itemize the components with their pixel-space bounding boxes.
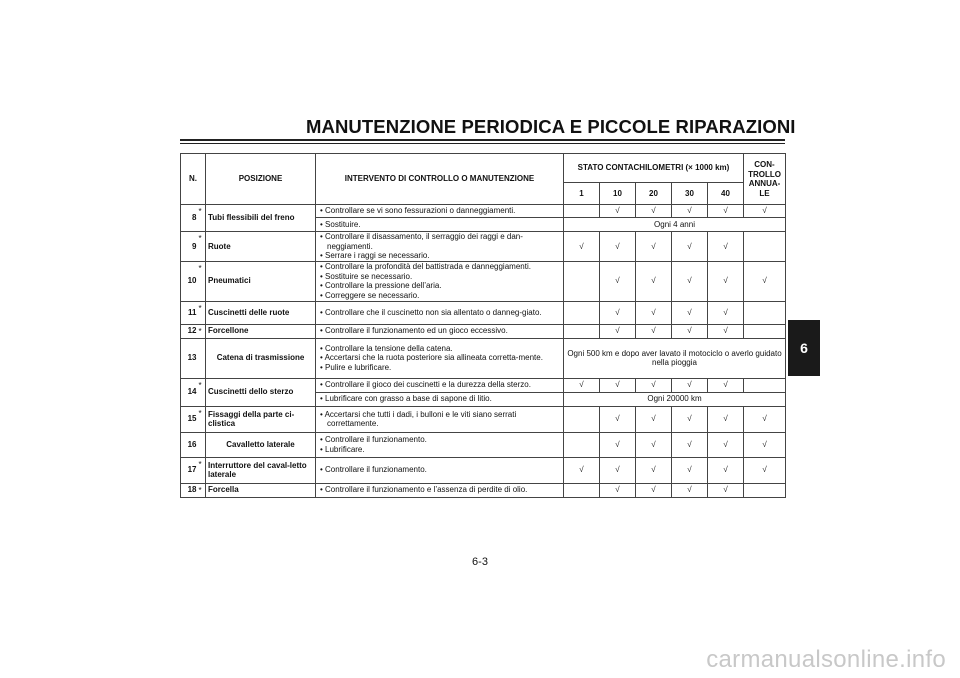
empty-cell	[564, 483, 600, 497]
check-mark: √	[600, 232, 636, 262]
empty-cell	[564, 205, 600, 218]
check-mark: √	[708, 406, 744, 432]
table-row	[181, 406, 786, 432]
check-mark: √	[744, 432, 786, 457]
header-km: 40	[708, 183, 744, 205]
row-number: 15	[181, 406, 198, 432]
row-intervento	[316, 232, 564, 262]
intervento-item: • Serrare i raggi se necessario.	[320, 251, 561, 261]
header-intervento: INTERVENTO DI CONTROLLO O MANUTENZIONE	[316, 154, 564, 205]
intervento-item: • Controllare il gioco dei cuscinetti e la durezza della sterzo.	[320, 380, 561, 390]
table-row	[181, 483, 786, 497]
row-asterisk: *	[198, 232, 206, 262]
check-mark: √	[744, 457, 786, 483]
check-mark: √	[564, 457, 600, 483]
check-mark: √	[600, 324, 636, 338]
empty-cell	[564, 406, 600, 432]
intervento-item: • Controllare che il cuscinetto non sia allentato o danneg-giato.	[320, 308, 561, 318]
check-mark: √	[600, 406, 636, 432]
check-mark: √	[672, 205, 708, 218]
row-intervento	[316, 457, 564, 483]
empty-cell	[564, 432, 600, 457]
check-mark: √	[708, 457, 744, 483]
row-posizione: Pneumatici	[206, 261, 316, 301]
intervento-item: • Controllare la tensione della catena.	[320, 344, 561, 354]
title-underline	[180, 139, 785, 141]
row-asterisk: *	[198, 324, 206, 338]
intervento-item: • Controllare se vi sono fessurazioni o danneggiamenti.	[320, 206, 561, 216]
check-mark: √	[600, 432, 636, 457]
row-intervento	[316, 301, 564, 324]
header-km: 20	[636, 183, 672, 205]
check-mark: √	[708, 261, 744, 301]
check-mark: √	[636, 406, 672, 432]
intervento-item: • Sostituire.	[320, 220, 561, 230]
check-mark: √	[600, 205, 636, 218]
intervento-item: • Sostituire se necessario.	[320, 272, 561, 282]
header-posizione: POSIZIONE	[206, 154, 316, 205]
row-number: 8	[181, 205, 198, 232]
header-km: 1	[564, 183, 600, 205]
header-km: 10	[600, 183, 636, 205]
title-underline-thin	[180, 143, 785, 144]
row-posizione: Cuscinetti dello sterzo	[206, 378, 316, 406]
row-number: 10	[181, 261, 198, 301]
row-asterisk: *	[198, 378, 206, 406]
row-asterisk	[198, 338, 206, 378]
intervento-item: • Correggere se necessario.	[320, 291, 561, 301]
check-mark: √	[708, 301, 744, 324]
intervento-item: • Accertarsi che la ruota posteriore sia allineata corretta-mente.	[320, 353, 561, 363]
check-mark: √	[744, 261, 786, 301]
intervento-item: • Controllare il disassamento, il serraggio dei raggi e dan-neggiamenti.	[320, 232, 561, 251]
check-mark: √	[600, 483, 636, 497]
empty-cell	[564, 301, 600, 324]
row-asterisk: *	[198, 205, 206, 232]
header-stato-contachilometri: STATO CONTACHILOMETRI (× 1000 km)	[564, 154, 744, 183]
check-mark: √	[672, 261, 708, 301]
maintenance-table	[180, 153, 786, 498]
empty-cell	[564, 261, 600, 301]
row-posizione: Cuscinetti delle ruote	[206, 301, 316, 324]
row-posizione: Ruote	[206, 232, 316, 262]
row-asterisk: *	[198, 406, 206, 432]
check-mark: √	[672, 406, 708, 432]
intervento-item: • Accertarsi che tutti i dadi, i bulloni e le viti siano serrati correttamente.	[320, 410, 561, 429]
table-row	[181, 205, 786, 218]
check-mark: √	[636, 261, 672, 301]
empty-cell	[744, 483, 786, 497]
check-mark: √	[672, 457, 708, 483]
chapter-tab: 6	[788, 320, 820, 376]
check-mark: √	[672, 301, 708, 324]
intervento-item: • Controllare il funzionamento e l’assenza di perdite di olio.	[320, 485, 561, 495]
header-km: 30	[672, 183, 708, 205]
empty-cell	[744, 324, 786, 338]
page-number: 6-3	[472, 556, 488, 568]
row-intervento	[316, 483, 564, 497]
check-mark: √	[636, 432, 672, 457]
check-mark: √	[600, 301, 636, 324]
row-number: 11	[181, 301, 198, 324]
check-mark: √	[636, 483, 672, 497]
check-mark: √	[564, 378, 600, 392]
check-mark: √	[708, 378, 744, 392]
row-posizione: Catena di trasmissione	[206, 338, 316, 378]
row-intervento	[316, 406, 564, 432]
check-mark: √	[564, 232, 600, 262]
watermark: carmanualsonline.info	[706, 646, 946, 673]
empty-cell	[744, 378, 786, 392]
check-mark: √	[636, 301, 672, 324]
intervento-item: • Controllare la profondità del battistrada e danneggiamenti.	[320, 262, 561, 272]
check-mark: √	[708, 483, 744, 497]
empty-cell	[564, 324, 600, 338]
table-row	[181, 338, 786, 378]
row-intervento	[316, 324, 564, 338]
row-intervento	[316, 378, 564, 392]
row-number: 17	[181, 457, 198, 483]
check-mark: √	[636, 324, 672, 338]
row-asterisk: *	[198, 301, 206, 324]
check-mark: √	[708, 324, 744, 338]
check-mark: √	[636, 205, 672, 218]
intervento-item: • Pulire e lubrificare.	[320, 363, 561, 373]
row-number: 12	[181, 324, 198, 338]
row-number: 14	[181, 378, 198, 406]
table-row	[181, 232, 786, 262]
check-mark: √	[672, 232, 708, 262]
row-asterisk: *	[198, 261, 206, 301]
table-row	[181, 301, 786, 324]
row-asterisk: *	[198, 483, 206, 497]
check-mark: √	[600, 457, 636, 483]
row-posizione: Forcellone	[206, 324, 316, 338]
row-posizione: Forcella	[206, 483, 316, 497]
check-mark: √	[744, 205, 786, 218]
row-posizione: Interruttore del caval-letto laterale	[206, 457, 316, 483]
check-mark: √	[600, 261, 636, 301]
row-asterisk	[198, 432, 206, 457]
row-posizione: Tubi flessibili del freno	[206, 205, 316, 232]
interval-note: Ogni 500 km e dopo aver lavato il motociclo o averlo guidato nella pioggia	[564, 338, 786, 378]
table-row	[181, 378, 786, 392]
check-mark: √	[744, 406, 786, 432]
row-intervento	[316, 338, 564, 378]
check-mark: √	[636, 457, 672, 483]
row-posizione: Cavalletto laterale	[206, 432, 316, 457]
intervento-item: • Controllare la pressione dell’aria.	[320, 281, 561, 291]
row-intervento	[316, 392, 564, 406]
check-mark: √	[636, 232, 672, 262]
table-row	[181, 324, 786, 338]
table-row	[181, 457, 786, 483]
check-mark: √	[672, 378, 708, 392]
check-mark: √	[672, 483, 708, 497]
header-controllo-annuale: CON-TROLLO ANNUA-LE	[744, 154, 786, 205]
check-mark: √	[708, 205, 744, 218]
row-posizione: Fissaggi della parte ci-clistica	[206, 406, 316, 432]
table-body	[181, 205, 786, 498]
row-intervento	[316, 261, 564, 301]
intervento-item: • Controllare il funzionamento.	[320, 465, 561, 475]
interval-note: Ogni 4 anni	[564, 218, 786, 232]
header-n: N.	[181, 154, 206, 205]
intervento-item: • Lubrificare.	[320, 445, 561, 455]
row-number: 9	[181, 232, 198, 262]
check-mark: √	[708, 432, 744, 457]
check-mark: √	[708, 232, 744, 262]
row-number: 16	[181, 432, 198, 457]
check-mark: √	[636, 378, 672, 392]
check-mark: √	[600, 378, 636, 392]
row-number: 13	[181, 338, 198, 378]
row-intervento	[316, 218, 564, 232]
table-row	[181, 432, 786, 457]
check-mark: √	[672, 324, 708, 338]
page-title: MANUTENZIONE PERIODICA E PICCOLE RIPARAZIONI	[306, 116, 796, 137]
intervento-item: • Controllare il funzionamento ed un gioco eccessivo.	[320, 326, 561, 336]
row-intervento	[316, 432, 564, 457]
empty-cell	[744, 301, 786, 324]
row-intervento	[316, 205, 564, 218]
intervento-item: • Controllare il funzionamento.	[320, 435, 561, 445]
empty-cell	[744, 232, 786, 262]
row-asterisk: *	[198, 457, 206, 483]
check-mark: √	[672, 432, 708, 457]
table-row	[181, 261, 786, 301]
row-number: 18	[181, 483, 198, 497]
interval-note: Ogni 20000 km	[564, 392, 786, 406]
intervento-item: • Lubrificare con grasso a base di sapone di litio.	[320, 394, 561, 404]
